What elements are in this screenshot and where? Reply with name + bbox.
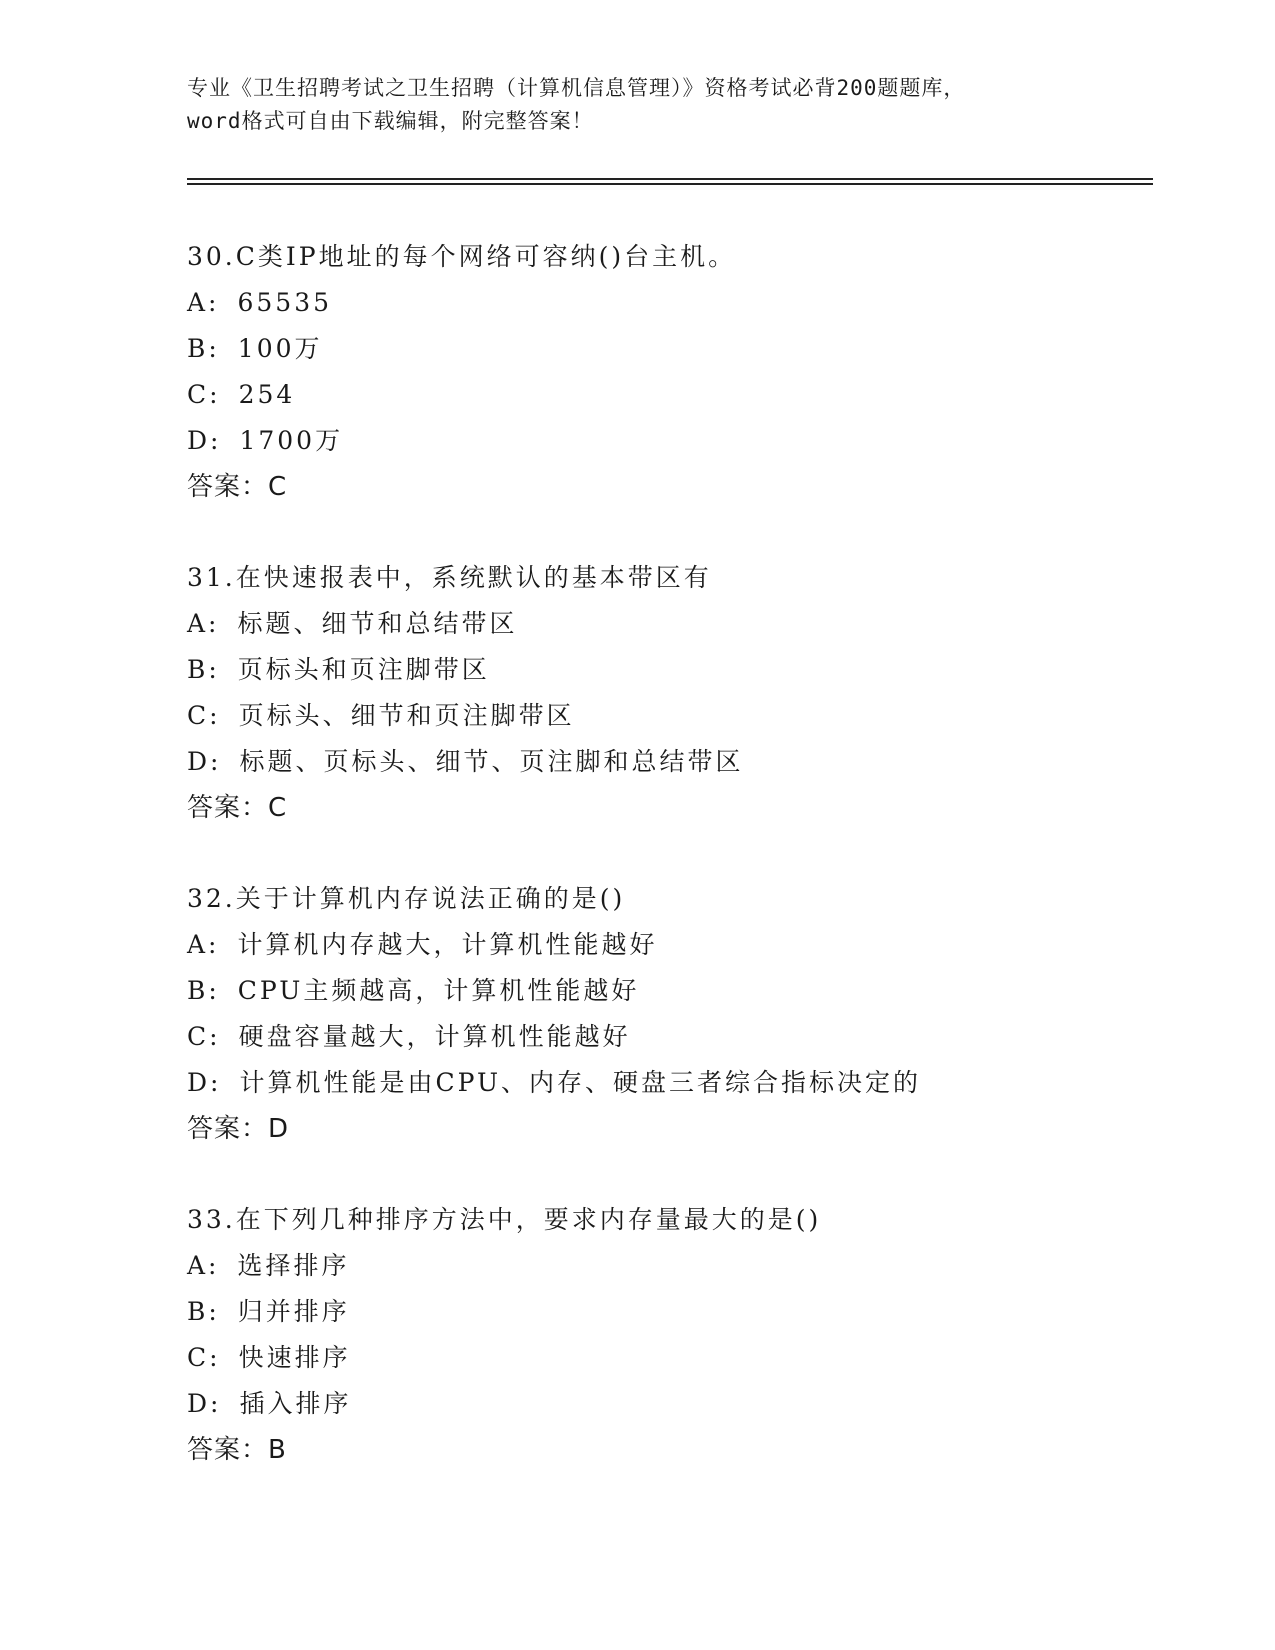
option-key: D: (187, 1068, 222, 1097)
option-key: D: (187, 426, 222, 455)
option-key: C: (187, 701, 221, 730)
option-text: 65535 (237, 288, 333, 317)
option-text: 1700万 (239, 426, 344, 455)
option-d (187, 1381, 1167, 1427)
question-stem: 31.在快速报表中，系统默认的基本带区有 (187, 563, 712, 592)
header-line-2: word格式可自由下载编辑，附完整答案！ (187, 109, 594, 133)
option-a (187, 280, 1167, 326)
option-key: A: (187, 288, 220, 317)
question-31 (187, 555, 1167, 876)
option-c (187, 693, 1167, 739)
option-key: B: (187, 976, 220, 1005)
option-key: B: (187, 655, 220, 684)
option-key: A: (187, 930, 220, 959)
option-text: 计算机性能是由CPU、内存、硬盘三者综合指标决定的 (239, 1068, 922, 1097)
option-key: B: (187, 334, 220, 363)
option-b (187, 326, 1167, 372)
option-text: 254 (238, 380, 296, 409)
option-text: 归并排序 (237, 1297, 350, 1326)
option-text: 标题、页标头、细节、页注脚和总结带区 (239, 747, 744, 776)
option-key: D: (187, 1389, 222, 1418)
option-c (187, 372, 1167, 418)
option-text: 硬盘容量越大，计算机性能越好 (238, 1022, 631, 1051)
header-line-1: 专业《卫生招聘考试之卫生招聘（计算机信息管理）》资格考试必背200题题库， (187, 76, 966, 100)
question-stem: 32.关于计算机内存说法正确的是() (187, 884, 626, 913)
option-c (187, 1014, 1167, 1060)
option-a (187, 1243, 1167, 1289)
question-33 (187, 1197, 1167, 1518)
answer-label: 答案：C (187, 472, 288, 502)
option-a (187, 601, 1167, 647)
option-key: C: (187, 1343, 221, 1372)
question-stem: 30.C类IP地址的每个网络可容纳()台主机。 (187, 242, 737, 271)
option-key: C: (187, 380, 221, 409)
option-key: B: (187, 1297, 220, 1326)
option-text: 选择排序 (237, 1251, 350, 1280)
option-b (187, 968, 1167, 1014)
option-text: CPU主频越高，计算机性能越好 (237, 976, 640, 1005)
question-32 (187, 876, 1167, 1197)
option-key: D: (187, 747, 222, 776)
option-text: 插入排序 (239, 1389, 352, 1418)
option-d (187, 418, 1167, 464)
option-key: A: (187, 609, 220, 638)
option-text: 计算机内存越大，计算机性能越好 (237, 930, 658, 959)
option-c (187, 1335, 1167, 1381)
option-text: 页标头、细节和页注脚带区 (238, 701, 575, 730)
option-text: 标题、细节和总结带区 (237, 609, 518, 638)
answer-label: 答案：D (187, 1114, 290, 1144)
question-stem: 33.在下列几种排序方法中，要求内存量最大的是() (187, 1205, 822, 1234)
option-d (187, 1060, 1167, 1106)
option-d (187, 739, 1167, 785)
option-text: 快速排序 (238, 1343, 351, 1372)
question-30 (187, 234, 1167, 555)
header-double-rule (187, 178, 1153, 185)
answer-label: 答案：C (187, 793, 288, 823)
option-key: A: (187, 1251, 220, 1280)
option-text: 100万 (237, 334, 323, 363)
option-a (187, 922, 1167, 968)
answer-label: 答案：B (187, 1435, 287, 1465)
option-key: C: (187, 1022, 221, 1051)
option-b (187, 647, 1167, 693)
option-text: 页标头和页注脚带区 (237, 655, 490, 684)
document-header (187, 72, 1087, 138)
question-list (187, 234, 1167, 1518)
option-b (187, 1289, 1167, 1335)
